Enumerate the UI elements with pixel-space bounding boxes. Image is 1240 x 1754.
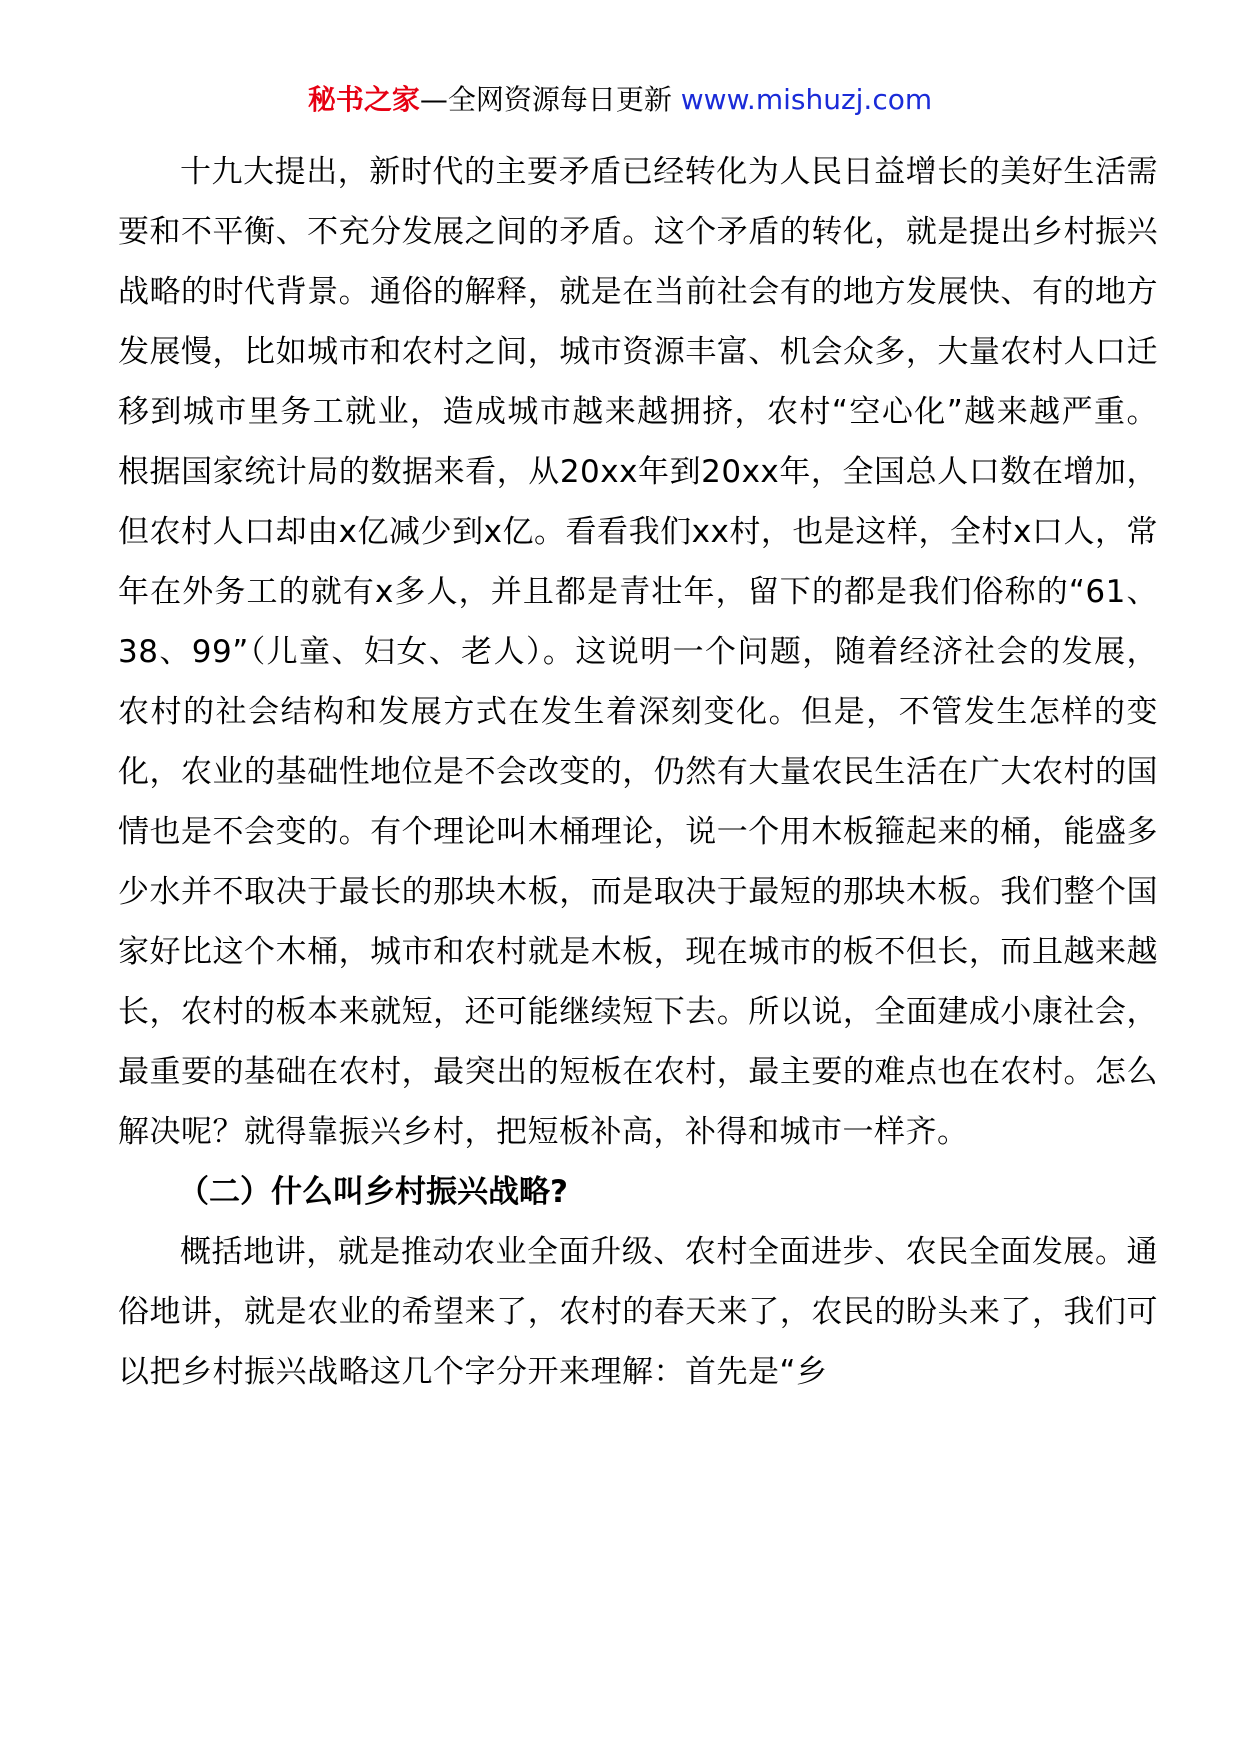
section-heading: （二）什么叫乡村振兴战略? — [178, 1174, 568, 1210]
body-paragraph: 十九大提出，新时代的主要矛盾已经转化为人民日益增长的美好生活需要和不平衡、不充分发展之间的矛盾。这个矛盾的转化，就是提出乡村振兴战略的时代背景。通俗的解释，就是在当前社会有的地方发展快、有的地方发展慢，比如城市和农村之间，城市资源丰富、机会众多，大量农村人口迁移到城市里务工就业，造成城市越来越拥挤，农村“空心化”越来越严重。根据国家统计局的数据来看，从20xx年到20xx年，全国总人口数在增加，但农村人口却由x亿减少到x亿。看看我们xx村，也是这样，全村x口人，常年在外务工的就有x多人，并且都是青壮年，留下的都是我们俗称的“61、38、99”（儿童、妇女、老人）。这说明一个问题，随着经济社会的发展，农村的社会结构和发展方式在发生着深刻变化。但是，不管发生怎样的变化，农业的基础性地位是不会改变的，仍然有大量农民生活在广大农村的国情也是不会变的。有个理论叫木桶理论，说一个用木板箍起来的桶，能盛多少水并不取决于最长的那块木板，而是取决于最短的那块木板。我们整个国家好比这个木桶，城市和农村就是木板，现在城市的板不但长，而且越来越长，农村的板本来就短，还可能继续短下去。所以说，全面建成小康社会，最重要的基础在农村，最突出的短板在农村，最主要的难点也在农村。怎么解决呢？就得靠振兴乡村，把短板补高，补得和城市一样齐。 — [118, 154, 1158, 1150]
document-body — [118, 142, 1158, 1402]
site-url-link[interactable]: www.mishuzj.com — [680, 83, 933, 116]
site-header — [0, 80, 1240, 120]
header-tagline: —全网资源每日更新 — [419, 83, 681, 116]
brand-name: 秘书之家 — [307, 83, 420, 116]
body-paragraph: 概括地讲，就是推动农业全面升级、农村全面进步、农民全面发展。通俗地讲，就是农业的希望来了，农村的春天来了，农民的盼头来了，我们可以把乡村振兴战略这几个字分开来理解：首先是“乡 — [118, 1234, 1158, 1390]
